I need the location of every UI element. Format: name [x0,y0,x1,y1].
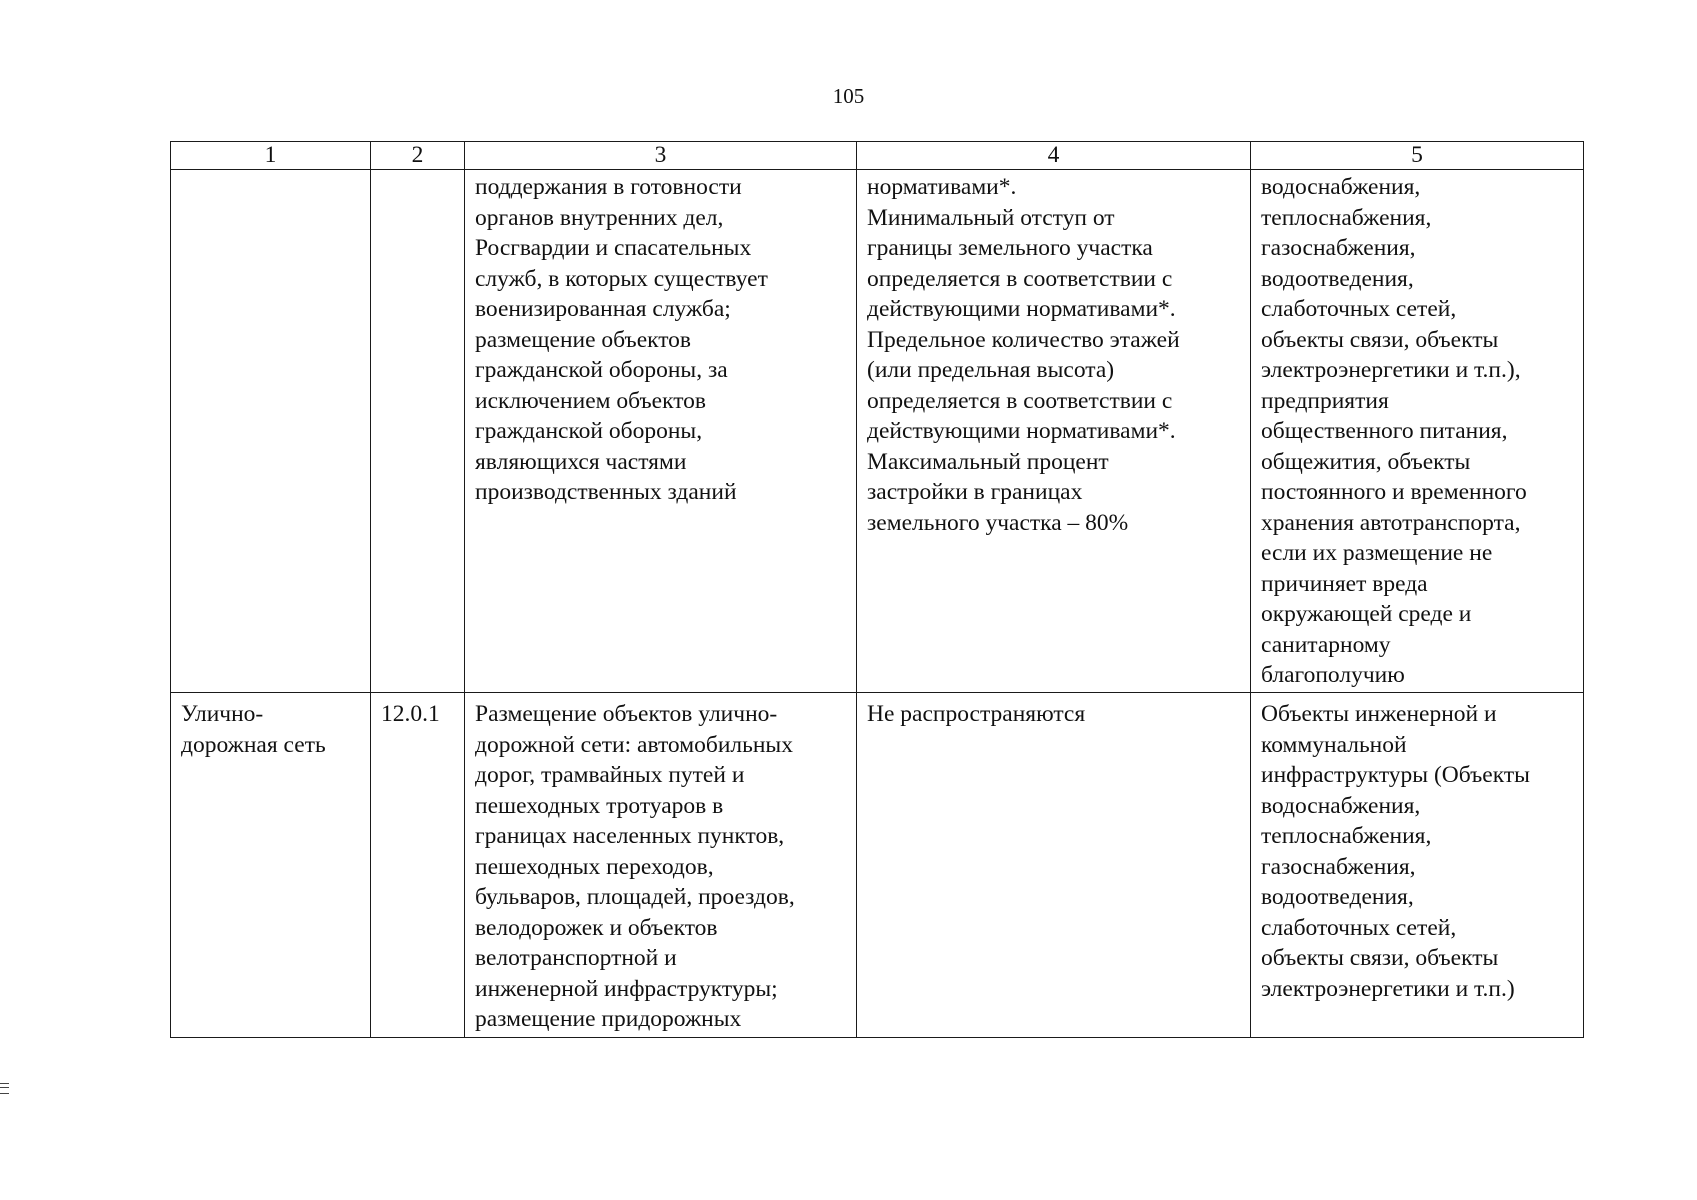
land-use-code-cell [371,170,465,693]
page-number: 105 [832,84,865,108]
scan-edge-mark [0,1083,9,1094]
land-use-code-cell: 12.0.1 [371,693,465,1038]
land-use-type-cell [171,170,371,693]
auxiliary-uses-cell: водоснабжения, теплоснабжения, газоснабжения, водоотведения, слаботочных сетей, объекты связи, объекты электроэнергетики и т.п.), предприятия общественного питания, общежития, объекты постоянного и временного хранения автотранспорта, если их размещение не причиняет вреда окружающей среде и санитарному благополучию [1251,170,1584,693]
column-number-2: 2 [371,142,465,170]
zoning-regulations-table [170,141,1584,1038]
parameters-cell: Не распространяются [857,693,1251,1038]
parameters-cell: нормативами*. Минимальный отступ от границы земельного участка определяется в соответствии с действующими нормативами*. Предельное количество этажей (или предельная высота) определяется в соответствии с действующими нормативами*. Максимальный процент застройки в границах земельного участка – 80% [857,170,1251,693]
auxiliary-uses-cell: Объекты инженерной и коммунальной инфраструктуры (Объекты водоснабжения, теплоснабжения, газоснабжения, водоотведения, слаботочных сетей, объекты связи, объекты электроэнергетики и т.п.) [1251,693,1584,1038]
land-use-description-cell: поддержания в готовности органов внутренних дел, Росгвардии и спасательных служб, в которых существует военизированная служба; размещение объектов гражданской обороны, за исключением объектов гражданской обороны, являющихся частями производственных зданий [465,170,857,693]
column-number-1: 1 [171,142,371,170]
column-number-4: 4 [857,142,1251,170]
table-header-row [171,142,1584,170]
column-number-3: 3 [465,142,857,170]
column-number-5: 5 [1251,142,1584,170]
table-row [171,170,1584,693]
land-use-description-cell: Размещение объектов улично- дорожной сети: автомобильных дорог, трамвайных путей и пешеходных тротуаров в границах населенных пунктов, пешеходных переходов, бульваров, площадей, проездов, велодорожек и объектов велотранспортной и инженерной инфраструктуры; размещение придорожных [465,693,857,1038]
table-row [171,693,1584,1038]
land-use-type-cell: Улично- дорожная сеть [171,693,371,1038]
